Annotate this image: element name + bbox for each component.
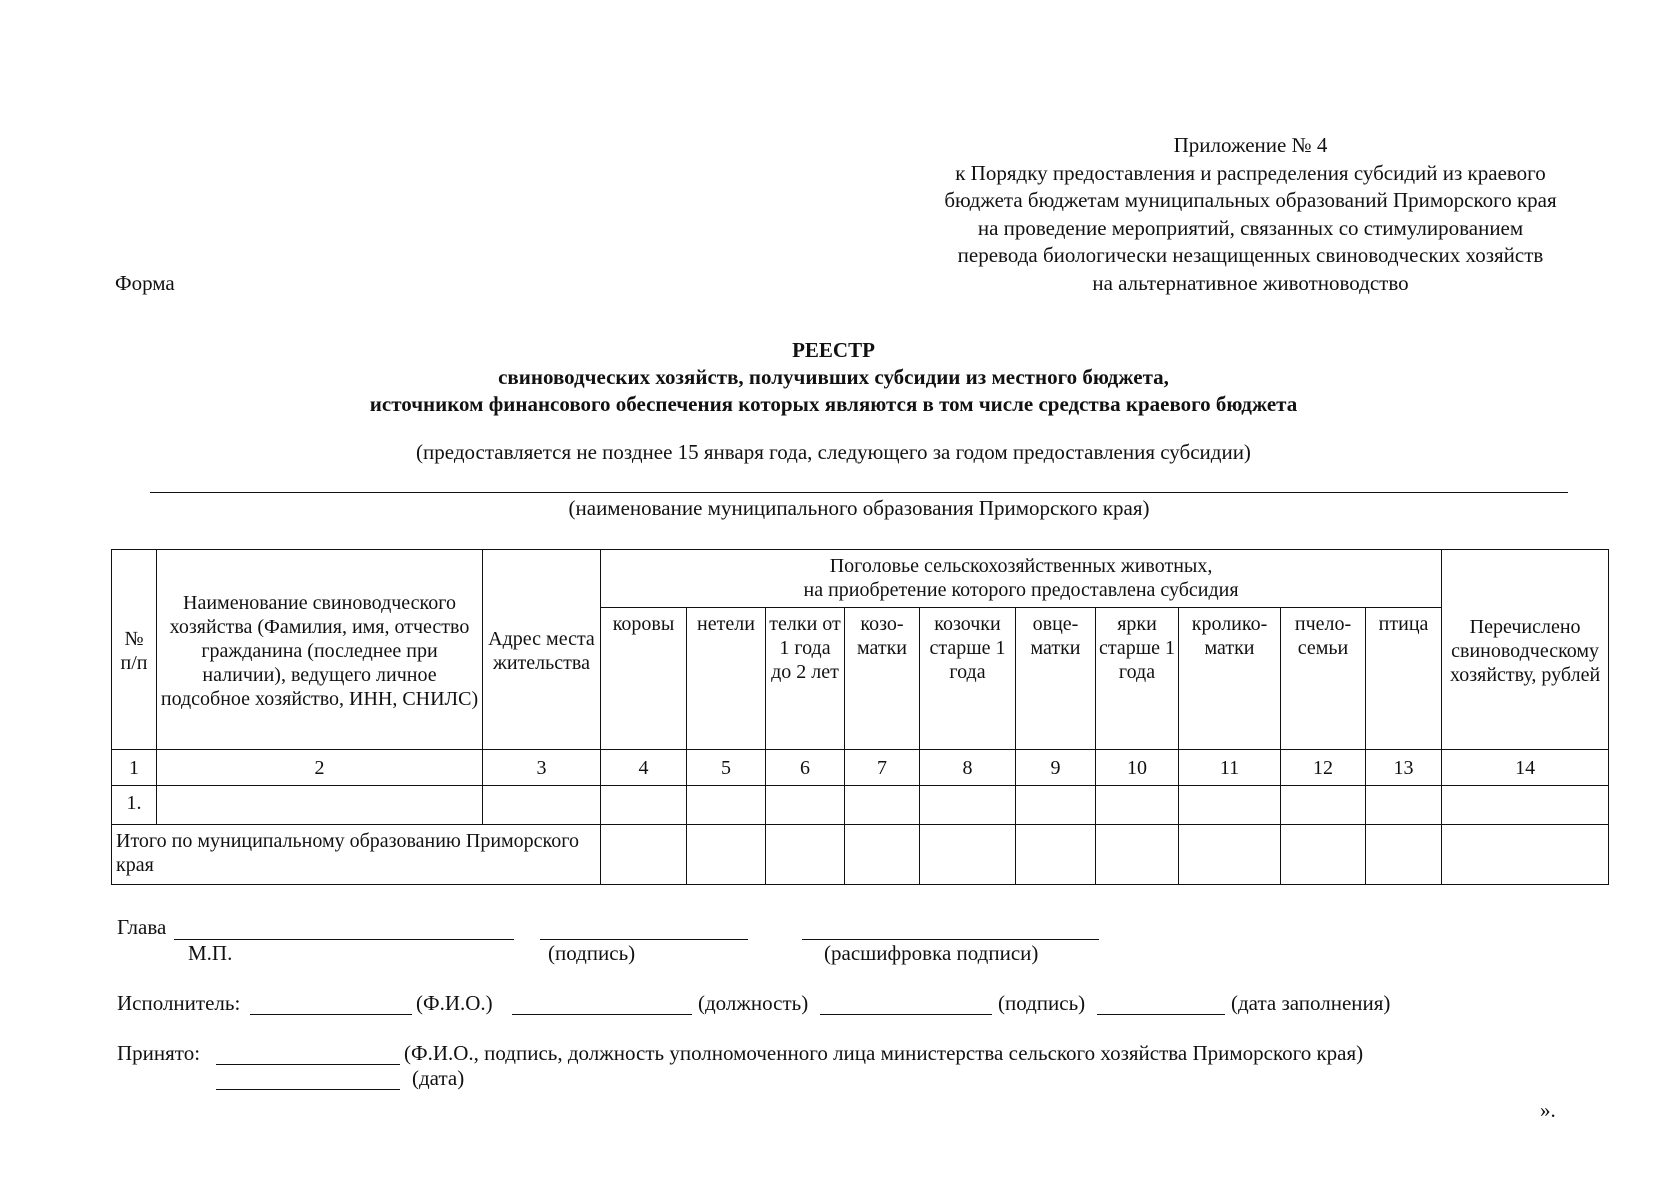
header-young-goats: козочки старше 1 года: [920, 608, 1016, 750]
seal-label: М.П.: [188, 941, 233, 965]
livestock-group-line: на приобретение которого предоставлена субсидия: [803, 579, 1239, 601]
executor-signature-line[interactable]: [820, 1014, 992, 1015]
column-number: 6: [766, 750, 845, 786]
empty-cell[interactable]: [601, 825, 687, 885]
document-title: [150, 337, 1517, 418]
header-poultry: птица: [1366, 608, 1442, 750]
appendix-line: перевода биологически незащищенных свиноводческих хозяйств: [957, 243, 1544, 267]
empty-cell[interactable]: [157, 786, 483, 825]
closing-quote-mark: ».: [1540, 1098, 1556, 1122]
column-number: 13: [1366, 750, 1442, 786]
fio-caption: (Ф.И.О.): [416, 991, 493, 1015]
empty-cell[interactable]: [1179, 786, 1281, 825]
registry-table: [111, 549, 1609, 885]
column-number: 7: [845, 750, 920, 786]
empty-cell[interactable]: [687, 825, 766, 885]
column-number: 8: [920, 750, 1016, 786]
appendix-line: бюджета бюджетам муниципальных образований Приморского края: [944, 188, 1557, 212]
accepted-label: Принято:: [117, 1041, 201, 1065]
column-number: 4: [601, 750, 687, 786]
appendix-line: Приложение № 4: [1173, 133, 1328, 157]
head-name-line[interactable]: [174, 939, 514, 940]
municipality-caption: (наименование муниципального образования Приморского края): [568, 496, 1150, 520]
header-calves: телки от 1 года до 2 лет: [766, 608, 845, 750]
empty-cell[interactable]: [1281, 825, 1366, 885]
executor-position-line[interactable]: [512, 1014, 692, 1015]
empty-cell[interactable]: [1442, 825, 1609, 885]
accepted-name-line[interactable]: [216, 1064, 400, 1065]
total-label: Итого по муниципальному образованию Приморского края: [112, 825, 601, 885]
column-number: 10: [1096, 750, 1179, 786]
title-line-3: источником финансового обеспечения которых являются в том числе средства краевого бюджета: [369, 392, 1298, 416]
header-livestock-group: [601, 550, 1442, 608]
signature-caption: (подпись): [548, 941, 636, 965]
empty-cell[interactable]: [1096, 786, 1179, 825]
header-cows: коровы: [601, 608, 687, 750]
appendix-line: на проведение мероприятий, связанных со стимулированием: [977, 215, 1524, 240]
header-no: № п/п: [112, 550, 157, 750]
column-number: 3: [483, 750, 601, 786]
empty-cell[interactable]: [1179, 825, 1281, 885]
row-number: 1.: [112, 786, 157, 825]
head-decoding-line[interactable]: [802, 939, 1099, 940]
header-farm-name: Наименование свиноводческого хозяйства (Фамилия, имя, отчество гражданина (последнее при наличии), ведущего личное подсобное хозяйство, ИНН, СНИЛС): [157, 550, 483, 750]
appendix-header: [893, 132, 1608, 297]
column-number: 9: [1016, 750, 1096, 786]
empty-cell[interactable]: [1281, 786, 1366, 825]
accepted-caption: (Ф.И.О., подпись, должность уполномоченного лица министерства сельского хозяйства Приморского края): [404, 1041, 1364, 1065]
column-number: 12: [1281, 750, 1366, 786]
signature-caption-2: (подпись): [998, 991, 1086, 1015]
deadline-note: (предоставляется не позднее 15 января года, следующего за годом предоставления субсидии): [416, 440, 1251, 464]
empty-cell[interactable]: [1016, 825, 1096, 885]
column-number: 5: [687, 750, 766, 786]
column-number: 2: [157, 750, 483, 786]
column-number: 14: [1442, 750, 1609, 786]
date-caption: (дата): [412, 1066, 465, 1090]
executor-label: Исполнитель:: [117, 991, 241, 1015]
head-label: Глава: [117, 915, 167, 939]
empty-cell[interactable]: [845, 825, 920, 885]
header-heifers: нетели: [687, 608, 766, 750]
empty-cell[interactable]: [920, 786, 1016, 825]
fill-date-caption: (дата заполнения): [1231, 991, 1391, 1015]
header-goat-does: козо-матки: [845, 608, 920, 750]
header-yearling-ewes: ярки старше 1 года: [1096, 608, 1179, 750]
title-line-1: РЕЕСТР: [792, 338, 875, 362]
header-transferred: Перечислено свиноводческому хозяйству, рублей: [1442, 550, 1609, 750]
head-signature-line[interactable]: [540, 939, 748, 940]
appendix-line: на альтернативное животноводство: [1092, 270, 1409, 295]
executor-date-line[interactable]: [1097, 1014, 1225, 1015]
empty-cell[interactable]: [1096, 825, 1179, 885]
empty-cell[interactable]: [483, 786, 601, 825]
header-ewes: овце-матки: [1016, 608, 1096, 750]
empty-cell[interactable]: [601, 786, 687, 825]
appendix-line: к Порядку предоставления и распределения субсидий из краевого: [955, 160, 1546, 185]
form-label: Форма: [115, 271, 175, 295]
title-line-2: свиноводческих хозяйств, получивших субсидии из местного бюджета,: [498, 365, 1169, 389]
position-caption: (должность): [698, 991, 809, 1015]
empty-cell[interactable]: [687, 786, 766, 825]
empty-cell[interactable]: [1366, 786, 1442, 825]
empty-cell[interactable]: [1442, 786, 1609, 825]
executor-fio-line[interactable]: [250, 1014, 412, 1015]
accepted-date-line[interactable]: [216, 1089, 400, 1090]
header-bee-colonies: пчело-семьи: [1281, 608, 1366, 750]
livestock-group-line: Поголовье сельскохозяйственных животных,: [829, 555, 1213, 577]
column-number: 1: [112, 750, 157, 786]
municipality-name-line[interactable]: [150, 492, 1568, 493]
empty-cell[interactable]: [845, 786, 920, 825]
empty-cell[interactable]: [1016, 786, 1096, 825]
empty-cell[interactable]: [766, 825, 845, 885]
empty-cell[interactable]: [766, 786, 845, 825]
column-number: 11: [1179, 750, 1281, 786]
empty-cell[interactable]: [1366, 825, 1442, 885]
empty-cell[interactable]: [920, 825, 1016, 885]
header-rabbit-does: кролико-матки: [1179, 608, 1281, 750]
header-address: Адрес места жительства: [483, 550, 601, 750]
decoding-caption: (расшифровка подписи): [824, 941, 1039, 965]
